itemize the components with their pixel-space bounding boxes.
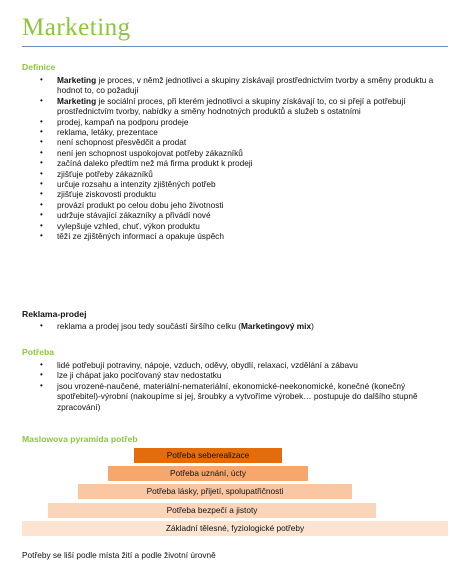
list-item xyxy=(40,370,448,380)
item-text: začíná daleko předtím než má firma produkt k prodeji xyxy=(57,158,253,169)
item-text: je proces, v němž jednotlivci a skupiny získávají prostřednictvím tvorby a směny produktu a hodnot to, co požadují xyxy=(57,75,434,96)
pyramid-level-safety: Potřeba bezpečí a jistoty xyxy=(48,503,376,518)
item-text: těží ze zjištěných informací a opakuje úspěch xyxy=(57,231,224,242)
item-text: prodej, kampaň na podporu prodeje xyxy=(57,116,189,127)
list-item xyxy=(40,169,448,179)
bullet-icon: • xyxy=(40,189,43,199)
heading-potreba: Potřeba xyxy=(22,347,54,357)
pyramid-level-self-actualization: Potřeba seberealizace xyxy=(134,448,282,463)
list-item xyxy=(40,127,448,137)
item-text: je sociální proces, při kterém jednotlivci a skupiny získávají to, co si přejí a potřebují prostřednictvím tvorby, nabídky a směny hodnotných produktů a služeb s ostatními xyxy=(57,95,406,117)
bullet-icon: • xyxy=(40,370,43,380)
item-text: vylepšuje vzhled, chuť, výkon produktu xyxy=(57,220,200,231)
bullet-icon: • xyxy=(40,380,43,390)
bullet-icon: • xyxy=(40,158,43,168)
list-item xyxy=(40,96,448,117)
heading-reklama: Reklama-prodej xyxy=(22,309,87,319)
list-item xyxy=(40,210,448,220)
bullet-icon: • xyxy=(40,116,43,126)
bullet-icon: • xyxy=(40,220,43,230)
bullet-icon: • xyxy=(40,168,43,178)
footer-note: Potřeby se liší podle místa žití a podle životní úrovně xyxy=(22,550,216,560)
list-item xyxy=(40,221,448,231)
item-text: lidé potřebují potraviny, nápoje, vzduch, oděvy, obydlí, relaxaci, vzdělání a zábavu xyxy=(57,360,358,370)
bullet-icon: • xyxy=(40,75,43,84)
bullet-icon: • xyxy=(40,179,43,189)
item-bold: Marketing xyxy=(57,95,97,106)
list-item xyxy=(40,321,448,331)
bullet-icon: • xyxy=(40,137,43,147)
pyramid-level-esteem: Potřeba uznání, úcty xyxy=(108,466,308,481)
bullet-icon: • xyxy=(40,147,43,157)
list-item xyxy=(40,158,448,168)
bullet-icon: • xyxy=(40,199,43,209)
heading-definice: Definice xyxy=(22,62,56,72)
potreba-list xyxy=(40,360,448,412)
list-item xyxy=(40,360,448,370)
item-text: není jen schopnost uspokojovat potřeby zákazníků xyxy=(57,147,243,158)
bullet-icon: • xyxy=(40,95,43,105)
item-bold: Marketingový mix xyxy=(241,321,312,331)
list-item xyxy=(40,117,448,127)
definice-list xyxy=(40,75,448,242)
item-text: reklama, letáky, prezentace xyxy=(57,127,158,138)
item-text: provází produkt po celou dobu jeho životnosti xyxy=(57,199,224,210)
bullet-icon: • xyxy=(40,321,43,330)
list-item xyxy=(40,75,448,96)
item-text: zjišťuje ziskovosti produktu xyxy=(57,189,157,200)
list-item xyxy=(40,179,448,189)
item-tail: ) xyxy=(311,321,314,331)
item-text: není schopnost přesvědčit a prodat xyxy=(57,137,187,148)
list-item xyxy=(40,381,448,412)
reklama-list xyxy=(40,321,448,331)
item-text: lze ji chápat jako pociťovaný stav nedostatku xyxy=(57,370,222,381)
item-text: reklama a prodej jsou tedy součástí širšího celku ( xyxy=(57,321,241,331)
bullet-icon: • xyxy=(40,127,43,137)
list-item xyxy=(40,137,448,147)
bullet-icon: • xyxy=(40,210,43,220)
item-bold: Marketing xyxy=(57,75,97,85)
item-text: zjišťuje potřeby zákazníků xyxy=(57,168,153,179)
list-item xyxy=(40,200,448,210)
pyramid-level-belonging: Potřeba lásky, přijetí, spolupatřičnosti xyxy=(78,484,352,499)
pyramid-level-physiological: Základní tělesné, fyziologické potřeby xyxy=(22,521,448,536)
bullet-icon: • xyxy=(40,360,43,369)
bullet-icon: • xyxy=(40,231,43,241)
item-text: určuje rozsahu a intenzity zjištěných potřeb xyxy=(57,179,216,190)
item-text: jsou vrozené-naučené, materiální-nemateriální, ekonomické-neekonomické, konečné (konečný spotřebitel)-výrobní (nakoupíme si jej, šroubky a vytvoříme výrobek… postupuje do dalšího stupně zpracování) xyxy=(57,380,418,412)
page-title: Marketing xyxy=(22,14,131,41)
heading-maslow: Maslowova pyramida potřeb xyxy=(22,434,138,444)
list-item xyxy=(40,231,448,241)
list-item xyxy=(40,189,448,199)
list-item xyxy=(40,148,448,158)
title-underline xyxy=(22,46,448,47)
item-text: udržuje stávající zákazníky a přivádí nové xyxy=(57,210,211,221)
